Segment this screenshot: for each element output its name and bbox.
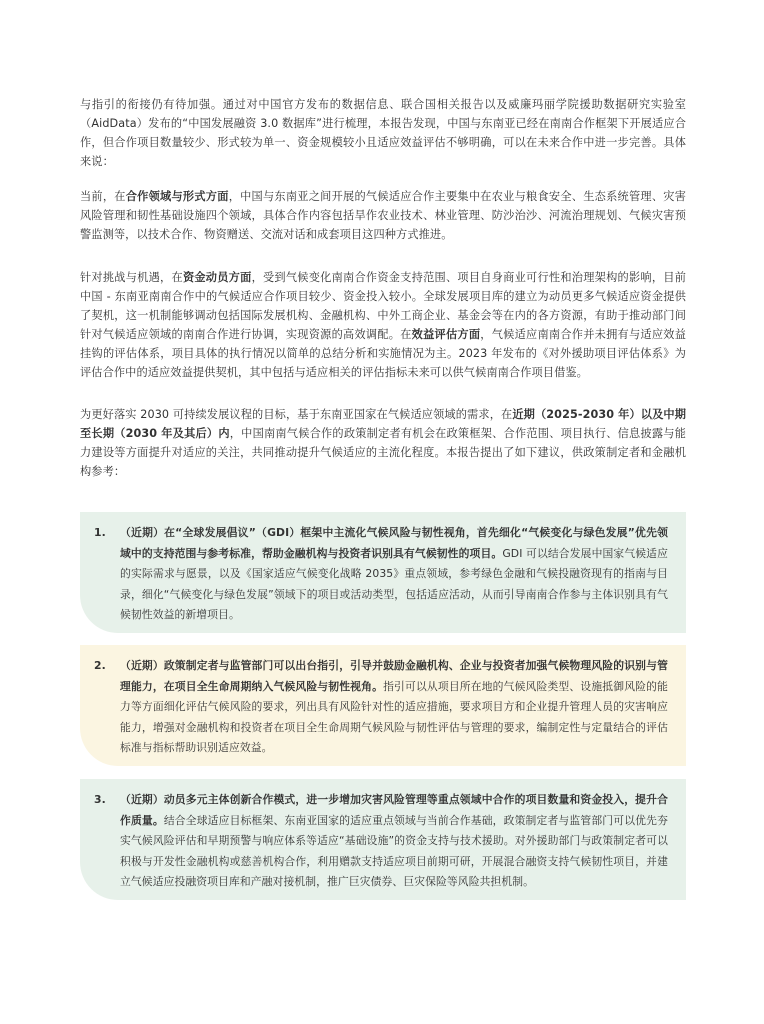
recommendation-box-3 bbox=[80, 779, 686, 900]
recommendation-3 bbox=[94, 790, 668, 893]
recommendation-number: 3. bbox=[94, 793, 106, 806]
recommendation-number: 1. bbox=[94, 526, 106, 539]
recommendation-text: GDI 可以结合发展中国家气候适应的实际需求与愿景，以及《国家适应气候变化战略 2035》重点领域，参考绿色金融和气候投融资现有的指南与目录，细化“气候变化与绿色发展”领域下的项目或活动类型，包括适应活动，从而引导南南合作参与主体识别具有气候韧性效益的新增项目。 bbox=[120, 546, 669, 621]
recommendation-heading: （近期）在“全球发展倡议”（GDI）框架中主流化气候风险与韧性视角，首先细化“气候变化与绿色发展”优先领域中的支持范围与参考标准，帮助金融机构与投资者识别具有气候韧性的项目。 bbox=[120, 526, 668, 560]
timeframe-heading: 近期（2025-2030 年）以及中期至长期（2030 年及其后）内 bbox=[80, 408, 687, 440]
recommendation-2 bbox=[94, 656, 668, 759]
recommendations-intro-text: ，中国南南气候合作的政策制定者有机会在政策框架、合作范围、项目执行、信息披露与能力建设等方面提升对适应的关注，共同推动提升气候适应的主流化程度。本报告提出了如下建议，供政策制定者和金融机构参考： bbox=[80, 427, 686, 478]
recommendation-heading: （近期）政策制定者与监管部门可以出台指引，引导并鼓励金融机构、企业与投资者加强气候物理风险的识别与管理能力，在项目全生命周期纳入气候风险与韧性视角。 bbox=[120, 659, 668, 693]
intro-paragraph bbox=[80, 95, 686, 171]
recommendation-number: 2. bbox=[94, 659, 106, 672]
challenges-paragraph bbox=[80, 268, 686, 382]
intro-text: 与指引的衔接仍有待加强。通过对中国官方发布的数据信息、联合国相关报告以及威廉玛丽学院援助数据研究实验室（AidData）发布的“中国发展融资 3.0 数据库”进行梳理，本报告发现，中国与东南亚已经在南南合作框架下开展适应合作，但合作项目数量较少、形式较为单一、资金规模较小且适应效益评估不够明确，可以在未来合作中进一步完善。具体来说： bbox=[80, 98, 686, 168]
recommendation-text: 结合全球适应目标框架、东南亚国家的适应重点领域与当前合作基础，政策制定者与监管部门可以优先夯实气候风险评估和早期预警与响应体系等适应“基础设施”的资金支持与技术援助。对外援助部门与政策制定者可以积极与开发性金融机构或慈善机构合作，利用赠款支持适应项目前期可研，开展混合融资支持气候韧性项目，并建立气候适应投融资项目库和产融对接机制，推广巨灾债券、巨灾保险等风险共担机制。 bbox=[120, 813, 668, 888]
recommendation-heading: （近期）动员多元主体创新合作模式，进一步增加灾害风险管理等重点领域中合作的项目数量和资金投入，提升合作质量。 bbox=[120, 793, 668, 827]
recommendations-intro-paragraph bbox=[80, 405, 686, 481]
cooperation-paragraph bbox=[80, 187, 686, 244]
recommendations-intro-prefix: 为更好落实 2030 可持续发展议程的目标，基于东南亚国家在气候适应领域的需求，在 bbox=[80, 408, 513, 421]
evaluation-heading: 效益评估方面 bbox=[411, 328, 481, 341]
finance-text: ，受到气候变化南南合作资金支持范围、项目自身商业可行性和治理架构的影响，目前中国 - 东南亚南南合作中的气候适应合作项目较少、资金投入较小。全球发展项目库的建立为动员更多气候适应资金提供了契机，这一机制能够调动包括国际发展机构、金融机构、中外工商企业、基金会等在内的各方资源，有助于推动部门间针对气候适应领域的南南合作进行协调，实现资源的高效调配。在 bbox=[80, 271, 686, 341]
recommendation-text: 指引可以从项目所在地的气候风险类型、设施抵御风险的能力等方面细化评估气候风险的要求，列出具有风险针对性的适应措施，要求项目方和企业提升管理人员的灾害响应能力，增强对金融机构和投资者在项目全生命周期气候风险与韧性评估与管理的要求，编制定性与定量结合的评估标准与指标帮助识别适应效益。 bbox=[120, 679, 668, 754]
cooperation-prefix: 当前，在 bbox=[80, 190, 126, 203]
challenges-prefix: 针对挑战与机遇，在 bbox=[80, 271, 183, 284]
recommendation-box-2 bbox=[80, 645, 686, 766]
evaluation-text: ，气候适应南南合作并未拥有与适应效益挂钩的评估体系，项目具体的执行情况以简单的总结分析和实施情况为主。2023 年发布的《对外援助项目评估体系》为评估合作中的适应效益提供契机，其中包括与适应相关的评估指标未来可以供气候南南合作项目借鉴。 bbox=[80, 328, 686, 379]
recommendation-box-1 bbox=[80, 512, 686, 633]
recommendation-1 bbox=[94, 523, 669, 626]
finance-heading: 资金动员方面 bbox=[182, 271, 252, 284]
cooperation-text: ，中国与东南亚之间开展的气候适应合作主要集中在农业与粮食安全、生态系统管理、灾害风险管理和韧性基础设施四个领域，具体合作内容包括旱作农业技术、林业管理、防沙治沙、河流治理规划、气候灾害预警监测等，以技术合作、物资赠送、交流对话和成套项目这四种方式推进。 bbox=[80, 190, 686, 241]
cooperation-heading: 合作领域与形式方面 bbox=[125, 190, 229, 203]
